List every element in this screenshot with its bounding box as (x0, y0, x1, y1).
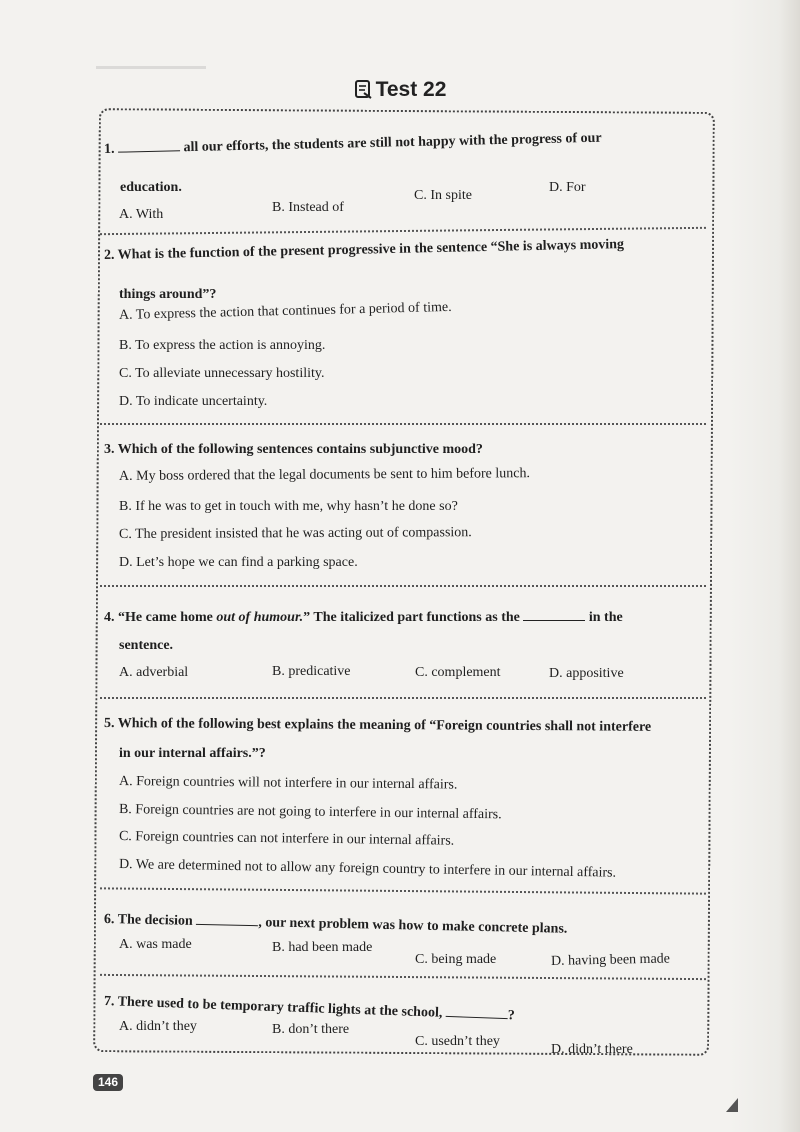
option-b: B. don’t there (272, 1022, 350, 1037)
option-d: D. Let’s hope we can find a parking space. (119, 555, 358, 570)
option-c: C. being made (415, 952, 497, 967)
option-d: D. didn’t there (551, 1042, 633, 1057)
question-1-stem-line2: education. (120, 180, 182, 195)
option-d: D. To indicate uncertainty. (119, 394, 268, 409)
option-b: B. predicative (272, 664, 351, 679)
question-1-stem: 1. all our efforts, the students are still not happy with the progress of our (103, 130, 602, 157)
answer-blank (196, 912, 258, 926)
option-a: A. adverbial (119, 665, 189, 680)
question-2-stem-line2: things around”? (119, 287, 217, 302)
question-5-stem: 5. Which of the following best explains the meaning of “Foreign countries shall not interfere (103, 716, 652, 735)
question-4-stem: 4. “He came home out of humour.” The italicized part functions as the in the (104, 610, 623, 625)
option-a: A. was made (119, 937, 192, 952)
test-title: Test 22 (0, 78, 800, 105)
question-5-stem-line2: in our internal affairs.”? (119, 746, 266, 761)
option-b: B. had been made (272, 940, 373, 955)
question-6-stem: 6. The decision , our next problem was how to make concrete plans. (103, 912, 568, 937)
question-divider (100, 697, 706, 699)
question-7-stem: 7. There used to be temporary traffic lights at the school, ? (103, 994, 516, 1024)
answer-blank (446, 1004, 508, 1019)
page-corner-mark (726, 1098, 738, 1112)
option-b: B. To express the action is annoying. (119, 338, 326, 353)
answer-blank (523, 608, 585, 621)
option-a: A. didn’t they (119, 1019, 197, 1034)
option-b: B. If he was to get in touch with me, why hasn’t he done so? (119, 499, 458, 514)
option-b: B. Instead of (272, 200, 344, 215)
option-a: A. To express the action that continues for a period of time. (118, 299, 452, 323)
option-a: A. Foreign countries will not interfere in our internal affairs. (118, 774, 458, 793)
option-a: A. With (119, 207, 164, 222)
option-d: D. having been made (550, 951, 671, 969)
option-c: C. complement (415, 665, 501, 680)
question-4-stem-line2: sentence. (119, 638, 174, 653)
option-c: C. In spite (414, 188, 472, 203)
question-divider (100, 585, 706, 587)
option-c: C. The president insisted that he was acting out of compassion. (118, 525, 472, 542)
answer-blank (118, 138, 180, 152)
question-2-stem: 2. What is the function of the present progressive in the sentence “She is always moving (103, 237, 625, 263)
page-edge-shadow (730, 0, 800, 1132)
option-d: D. We are determined not to allow any foreign country to interfere in our internal affairs. (118, 857, 617, 881)
option-d: D. For (549, 180, 586, 195)
question-3-stem: 3. Which of the following sentences contains subjunctive mood? (104, 442, 483, 457)
option-c: C. Foreign countries can not interfere in our internal affairs. (118, 829, 455, 849)
option-c: C. usedn’t they (415, 1034, 500, 1049)
option-b: B. Foreign countries are not going to interfere in our internal affairs. (118, 802, 502, 823)
option-a: A. My boss ordered that the legal documents be sent to him before lunch. (118, 466, 531, 484)
bleed-through-mark (96, 44, 206, 69)
page-number: 146 (93, 1074, 123, 1091)
option-c: C. To alleviate unnecessary hostility. (119, 366, 325, 381)
option-d: D. appositive (549, 666, 624, 681)
question-divider (100, 423, 706, 425)
notepad-icon (354, 79, 372, 105)
